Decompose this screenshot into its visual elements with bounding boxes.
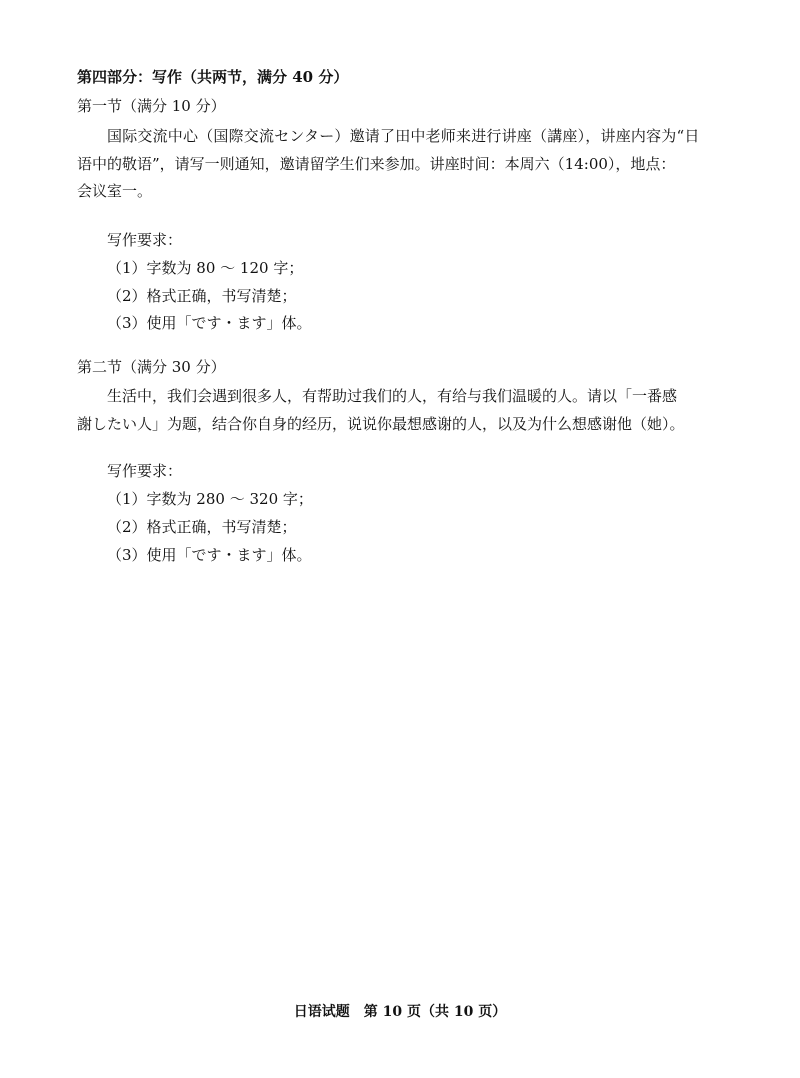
section2-requirement: （1）字数为 280 ～ 320 字； <box>107 490 313 508</box>
part-title: 第四部分：写作（共两节，满分 40 分） <box>77 68 349 86</box>
section2-requirement: （3）使用「です・ます」体。 <box>107 546 312 564</box>
section1-paragraph-line: 国际交流中心（国際交流センター）邀请了田中老师来进行讲座（講座），讲座内容为“日 <box>107 127 700 145</box>
section2-requirement: （2）格式正确，书写清楚； <box>107 518 297 536</box>
section2-paragraph-line: 謝したい人」为题，结合你自身的经历，说说你最想感谢的人，以及为什么想感谢他（她）。 <box>77 415 685 433</box>
page-footer: 日语试题 第 10 页（共 10 页） <box>293 1004 507 1020</box>
section2-paragraph-line: 生活中，我们会遇到很多人，有帮助过我们的人，有给与我们温暖的人。请以「一番感 <box>107 387 678 405</box>
section1-title: 第一节（满分 10 分） <box>77 97 226 115</box>
section1-requirements-label: 写作要求： <box>107 231 183 249</box>
section1-paragraph-line: 语中的敬语”，请写一则通知，邀请留学生们来参加。讲座时间：本周六（14:00），地点： <box>77 155 676 173</box>
section1-requirement: （1）字数为 80 ～ 120 字； <box>107 259 304 277</box>
section1-requirement: （2）格式正确，书写清楚； <box>107 287 297 305</box>
section2-requirements-label: 写作要求： <box>107 462 183 480</box>
section2-title: 第二节（满分 30 分） <box>77 358 226 376</box>
section1-requirement: （3）使用「です・ます」体。 <box>107 314 312 332</box>
section1-paragraph-line: 会议室一。 <box>77 182 153 200</box>
